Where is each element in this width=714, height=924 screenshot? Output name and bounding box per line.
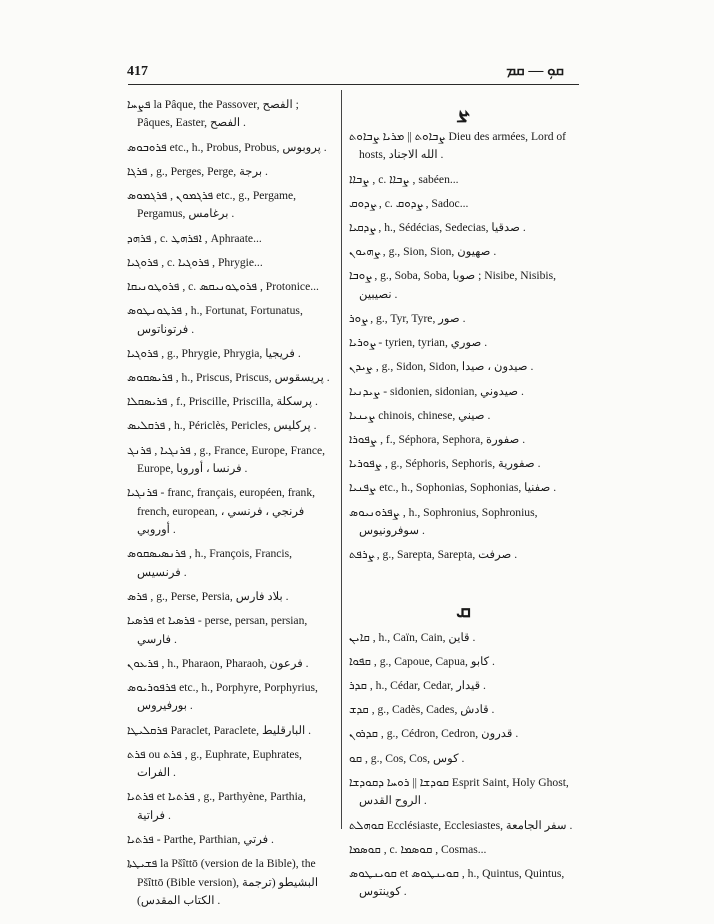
dictionary-entry: ܦܪܘܛܘܢܝܩܐ , c. ܦܪܘܛܘܢܝܩܣ , Protonice... [127, 280, 319, 294]
dictionary-entry: ܩܕܪ , h., Cédar, Cedar, قيدار . [349, 679, 486, 693]
dictionary-entry: ܨܦܢܝܐ etc., h., Sophonias, Sophonias, صفنيا . [349, 481, 557, 495]
dictionary-entry: ܨܝܢܝܐ chinois, chinese, صيني . [349, 408, 491, 422]
dictionary-entry: ܩܐܝܢ , h., Caïn, Cain, قاين . [349, 630, 476, 644]
dictionary-entry: ܦܪܘܓܝܐ , g., Phrygie, Phrygia, فريجيا . [127, 346, 301, 360]
header-rule [128, 84, 579, 85]
dictionary-entry: ܦܪܬ ou ܦܪܬ , g., Euphrate, Euphrates, الفرات . [127, 747, 302, 780]
dictionary-entry: ܨܦܘܪܝܐ , g., Séphoris, Sephoris, صفورية . [349, 457, 541, 471]
dictionary-entry: ܨܝܕܢ , g., Sidon, Sidon, صيدون ، صيدا . [349, 360, 534, 374]
dictionary-entry: ܦܪܦܘܪܝܘܣ etc., h., Porphyre, Porphyrius, بورفيروس . [127, 680, 318, 713]
dictionary-entry: ܦܨܚܐ la Pâque, the Passover, الفصح ; Pâques, Easter, الفصح . [127, 98, 299, 130]
dictionary-entry: ܦܪܬܝܐ - Parthe, Parthian, فرتي . [127, 832, 274, 846]
section-entries-qoph [349, 629, 578, 902]
dictionary-entry: ܦܪܛܘܢܛܘܣ , h., Fortunat, Fortunatus, فرتوناتوس . [127, 304, 303, 336]
left-column [127, 96, 334, 916]
dictionary-entry: ܨܗܝܘܢ , g., Sion, Sion, صهيون . [349, 245, 497, 259]
dictionary-entry: ܦܪܓܡܘܢ , ܦܪܓܡܘܣ etc., g., Pergame, Pergamus, برغامس . [127, 189, 297, 221]
dictionary-entry: ܨܘܪ , g., Tyr, Tyre, صور . [349, 312, 466, 326]
dictionary-entry: ܦܪܓܐ , g., Perges, Perge, برجة . [127, 164, 268, 178]
dictionary-entry: ܦܪܝܣܩܠܐ , f., Priscille, Priscilla, پرسكلة . [127, 395, 318, 409]
right-column [349, 96, 578, 908]
dictionary-entry: ܩܘܣܡܐ , c. ܩܘܣܡܐ , Cosmas... [349, 842, 487, 856]
dictionary-entry: ܩܕܪܘܢ , g., Cédron, Cedron, قدرون . [349, 727, 519, 741]
dictionary-entry: ܦܪܢܓܝܐ , ܦܪܢܓ , g., France, Europe, France, Europe, فرنسا ، أوروبا . [127, 443, 326, 476]
running-head: ܩܘܼ — ܩܡ [506, 63, 564, 79]
dictionary-entry: ܩܕܫ , g., Cadès, Cades, قادش . [349, 703, 495, 717]
dictionary-entry: ܦܪܣ , g., Perse, Persia, بلاد فارس . [127, 589, 289, 603]
dictionary-entry: ܩܘ , g., Cos, Cos, كوس . [349, 751, 465, 765]
dictionary-entry: ܦܪܩܠܝܛܐ Paraclet, Paraclete, البارقليط . [127, 723, 312, 737]
dictionary-entry: ܦܪܢܓܝܐ - franc, français, européen, frank, french, european, فرنجي ، فرنسي ، أوروبي . [127, 486, 316, 537]
dictionary-entry: ܨܕܩܝܐ , h., Sédécias, Sedecias, صدقيا . [349, 221, 526, 235]
dictionary-entry: ܨܒܐܐ , c. ܨܒܐܐ , sabéen... [349, 172, 459, 186]
dictionary-entry: ܦܫܝܛܬܐ la Pšîttō (version de la Bible), the Pšîttō (Bible version), البشيطو (ترجمة الكتاب المقدس) . [127, 857, 319, 907]
dictionary-entry: ܩܘܗܠܬ Ecclésiaste, Ecclesiastes, سفر الجامعة . [349, 818, 573, 832]
dictionary-entry: ܦܪܬܝܐ et ܦܪܬܝܐ , g., Parthyène, Parthia, فراتية . [127, 790, 306, 822]
dictionary-entry: ܦܪܝܣܩܘܣ , h., Priscus, Priscus, پريسقوس . [127, 371, 330, 385]
dictionary-entry: ܦܪܢܣܝܣܩܘܣ , h., François, Francis, فرنسيس . [127, 547, 293, 579]
column-divider [341, 90, 342, 829]
dictionary-entry: ܨܦܪܘܢܝܘܣ , h., Sophronius, Sophronius, سوفرونيوس . [349, 505, 538, 538]
dictionary-entry: ܦܪܣܝܐ et ܦܪܣܝܐ - perse, persan, persian, فارسي . [127, 614, 308, 646]
dictionary-entry: ܩܘܝܢܛܘܣ et ܩܘܝܢܛܘܣ , h., Quintus, Quintus, كوينتوس . [349, 866, 565, 899]
section-heading-qoph: ܩ [456, 597, 471, 622]
dictionary-entry: ܦܪܗܕ , c. ܐܦܪܗܛ , Aphraate... [127, 231, 262, 245]
section-heading-tsade: ܨ [457, 97, 470, 121]
dictionary-entry: ܨܦܘܪܐ , f., Séphora, Sephora, صفورة . [349, 433, 526, 447]
dictionary-entry: ܦܪܥܘܢ , h., Pharaon, Pharaoh, فرعون . [127, 656, 309, 670]
dictionary-entry: ܩܦܘܐ , g., Capoue, Capua, كابو . [349, 654, 495, 668]
dictionary-entry: ܨܪܦܬ , g., Sarepta, Sarepta, صرفت . [349, 548, 518, 562]
dictionary-entry: ܨܘܒܐ , g., Soba, Soba, صوبا ; Nisibe, Nisibis, نصيبين . [349, 269, 557, 301]
dictionary-entry: ܦܪܘܓܝܐ , c. ܦܪܘܓܝܐ , Phrygie... [127, 255, 263, 269]
dictionary-entry: ܨܘܪܝܐ - tyrien, tyrian, صوري . [349, 336, 488, 350]
page-number: 417 [127, 64, 148, 79]
dictionary-entry: ܨܒܐܘܬ || ܡܪܝܐ ܨܒܐܘܬ Dieu des armées, Lord of hosts, الله الاجناد . [349, 130, 567, 162]
dictionary-entry: ܨܕܘܩ , c. ܨܕܘܩ , Sadoc... [349, 196, 469, 210]
dictionary-entry: ܩܘܕܫܐ || ܪܘܚܐ ܕܩܘܕܫܐ Esprit Saint, Holy Ghost, الروح القدس . [349, 775, 569, 808]
dictionary-entry: ܦܪܩܠܝܣ , h., Périclès, Pericles, پركليس . [127, 419, 317, 433]
section-entries-tsade [349, 128, 578, 565]
dictionary-entry: ܦܪܘܒܘܣ etc., h., Probus, Probus, پروبوس . [127, 140, 327, 154]
dictionary-entry: ܨܝܕܢܝܐ - sidonien, sidonian, صيدوني . [349, 384, 524, 398]
